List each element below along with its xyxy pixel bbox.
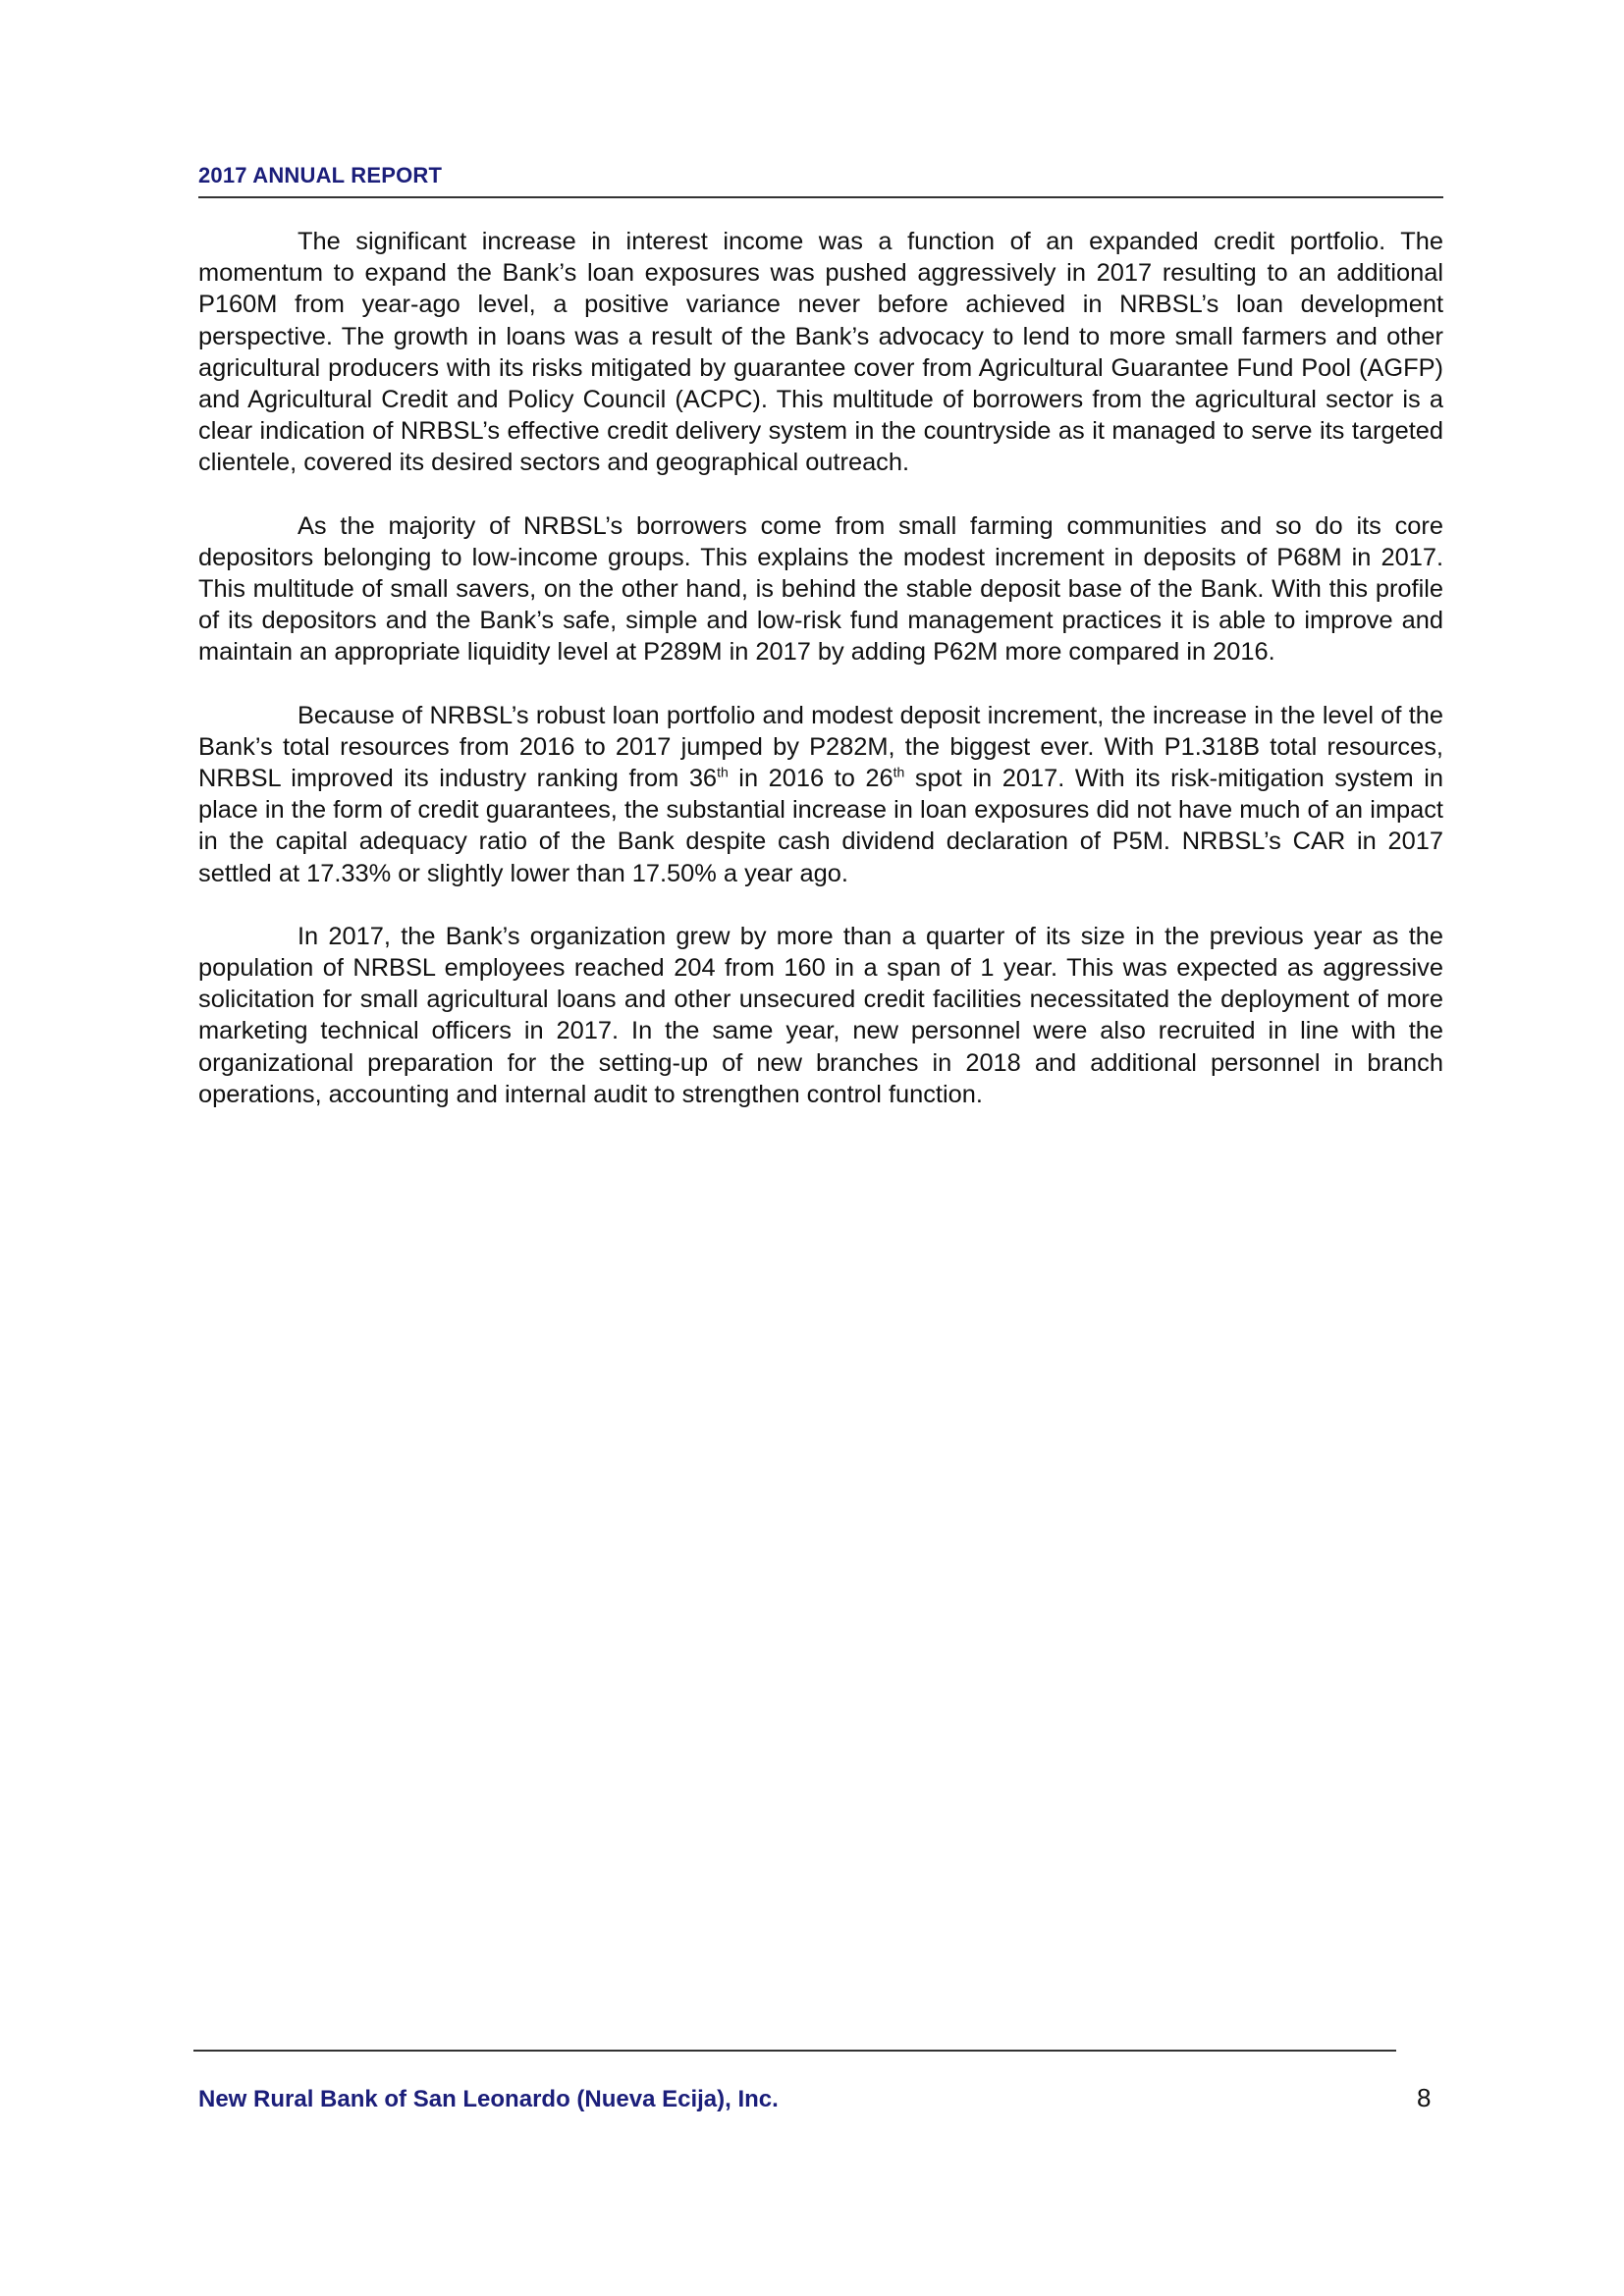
- paragraph-text: In 2017, the Bank’s organization grew by more than a quarter of its size in the previous year as the population of NRBSL employees reached 204 from 160 in a span of 1 year. This was expected as aggressive solicitation for small agricultural loans and other unsecured credit facilities necessitated the deployment of more marketing technical officers in 2017. In the same year, new personnel were also recruited in line with the organizational preparation for the setting-up of new branches in 2018 and additional personnel in branch operations, accounting and internal audit to strengthen control function.: [198, 922, 1443, 1108]
- footer-bank-name: New Rural Bank of San Leonardo (Nueva Ecija), Inc.: [198, 2086, 779, 2112]
- paragraph-text: The significant increase in interest income was a function of an expanded credit portfolio. The momentum to expand the Bank’s loan exposures was pushed aggressively in 2017 resulting to an additional P160M from year-ago level, a positive variance never before achieved in NRBSL’s loan development perspective. The growth in loans was a result of the Bank’s advocacy to lend to more small farmers and other agricultural producers with its risks mitigated by guarantee cover from Agricultural Guarantee Fund Pool (AGFP) and Agricultural Credit and Policy Council (ACPC). This multitude of borrowers from the agricultural sector is a clear indication of NRBSL’s effective credit delivery system in the countryside as it managed to serve its targeted clientele, covered its desired sectors and geographical outreach.: [198, 228, 1443, 477]
- ordinal-suffix: th: [893, 764, 905, 780]
- page-number: 8: [1417, 2083, 1432, 2112]
- paragraph-text: spot in 2017. With its risk-mitigation system in place in the form of credit guarantees, the substantial increase in loan exposures did not have much of an impact in the capital adequacy ratio of the Bank despite cash dividend declaration of P5M. NRBSL’s CAR in 2017 settled at 17.33% or slightly lower than 17.50% a year ago.: [198, 765, 1443, 887]
- header-divider: [198, 196, 1443, 198]
- body-text: [198, 226, 1443, 1142]
- paragraph-interest-income: [198, 226, 1443, 479]
- paragraph-text: As the majority of NRBSL’s borrowers come from small farming communities and so do its core depositors belonging to low-income groups. This explains the modest increment in deposits of P68M in 2017. This multitude of small savers, on the other hand, is behind the stable deposit base of the Bank. With this profile of its depositors and the Bank’s safe, simple and low-risk fund management practices it is able to improve and maintain an appropriate liquidity level at P289M in 2017 by adding P62M more compared in 2016.: [198, 511, 1443, 667]
- paragraph-text: Because of NRBSL’s robust loan portfolio and modest deposit increment, the increase in the level of the Bank’s total resources from 2016 to 2017 jumped by P282M, the biggest ever. With P1.318B total resources, NRBSL improved its industry ranking from 36: [198, 701, 1443, 793]
- paragraph-deposits: [198, 510, 1443, 668]
- paragraph-organization: [198, 921, 1443, 1110]
- footer-divider: [193, 2050, 1396, 2052]
- ordinal-suffix: th: [717, 764, 729, 780]
- paragraph-text: in 2016 to 26: [728, 765, 893, 793]
- report-header-title: 2017 ANNUAL REPORT: [198, 163, 443, 187]
- paragraph-total-resources: [198, 700, 1443, 889]
